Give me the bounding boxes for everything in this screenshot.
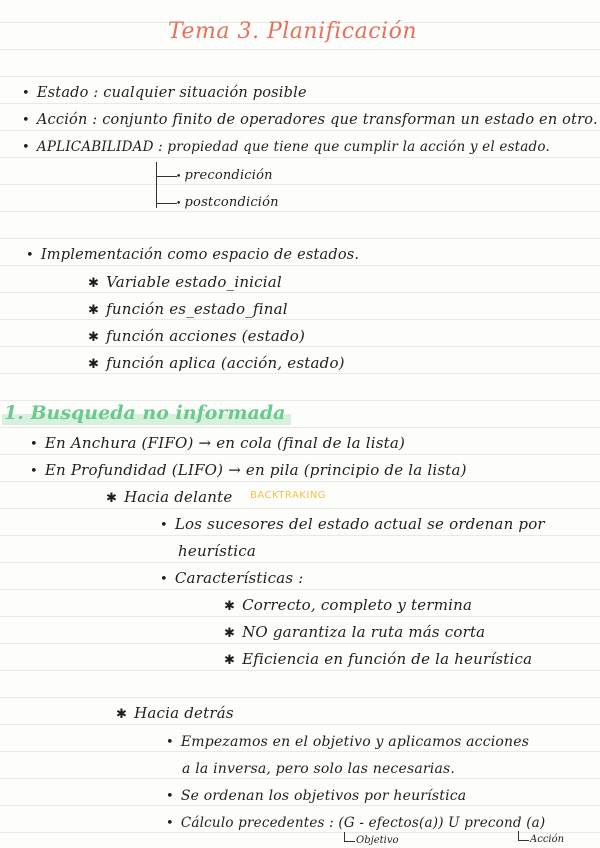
profundidad-text: En Profundidad (LIFO) → en pila (principio de la lista) — [44, 461, 467, 479]
carac-item-text: Eficiencia en función de la heurística — [242, 650, 533, 668]
star-icon: ✱ — [88, 303, 100, 318]
bullet-icon: • — [160, 518, 168, 533]
empezamos-cont: a la inversa, pero solo las necesarias. — [182, 761, 456, 777]
hacia-detras-text: Hacia detrás — [134, 704, 234, 722]
impl-item-text: función aplica (acción, estado) — [106, 354, 345, 372]
sucesores-item — [160, 515, 545, 535]
def-aplicabilidad-text: APLICABILIDAD : propiedad que tiene que cumplir la acción y el estado. — [36, 139, 550, 155]
impl-item — [88, 354, 345, 374]
anchura-item — [30, 434, 405, 454]
objetivo-hook — [344, 832, 355, 842]
star-icon: ✱ — [116, 707, 128, 722]
impl-item — [88, 327, 305, 347]
bullet-icon: • — [160, 572, 168, 587]
carac-item — [224, 596, 472, 616]
calculo-text: Cálculo precedentes : (G - efectos(a)) U precond (a) — [180, 815, 546, 831]
def-estado-text: Estado : cualquier situación posible — [36, 85, 307, 101]
accion-label: Acción — [530, 834, 565, 845]
impl-item — [88, 273, 282, 293]
def-accion — [22, 111, 598, 130]
bullet-icon: • — [22, 86, 30, 101]
star-icon: ✱ — [224, 599, 236, 614]
empezamos-item — [166, 733, 529, 752]
section-heading: 1. Busqueda no informada — [2, 401, 291, 425]
hacia-delante-text: Hacia delante — [124, 488, 233, 506]
bullet-icon: • — [176, 199, 182, 209]
bullet-icon: • — [22, 140, 30, 155]
hacia-delante — [106, 488, 232, 508]
carac-item-text: NO garantiza la ruta más corta — [242, 623, 486, 641]
precondicion-text: precondición — [184, 168, 273, 183]
carac-item — [224, 623, 485, 643]
impl-item-text: función es_estado_final — [106, 300, 288, 318]
star-icon: ✱ — [224, 626, 236, 641]
ordenan-text: Se ordenan los objetivos por heurística — [180, 788, 467, 804]
star-icon: ✱ — [88, 330, 100, 345]
def-accion-text: Acción : conjunto finito de operadores que transforman un estado en otro. — [36, 112, 598, 128]
bullet-icon: • — [26, 248, 34, 263]
postcondicion-text: postcondición — [184, 195, 279, 210]
impl-item — [88, 300, 288, 320]
bullet-icon: • — [166, 816, 174, 831]
def-aplicabilidad — [22, 138, 550, 157]
calculo-item — [166, 814, 545, 833]
page-title: Tema 3. Planificación — [168, 19, 417, 44]
postcondicion-item — [176, 194, 279, 213]
caracteristicas-item — [160, 569, 303, 589]
impl-header — [26, 246, 359, 265]
bullet-icon: • — [30, 464, 38, 479]
accion-hook — [518, 831, 529, 841]
impl-item-text: Variable estado_inicial — [106, 273, 282, 291]
star-icon: ✱ — [224, 653, 236, 668]
backtracking-label: BACKTRAKING — [250, 490, 327, 501]
profundidad-item — [30, 461, 467, 481]
hacia-detras — [116, 704, 234, 724]
ordenan-item — [166, 787, 466, 806]
impl-item-text: función acciones (estado) — [106, 327, 306, 345]
objetivo-label: Objetivo — [356, 835, 399, 846]
carac-item — [224, 650, 532, 670]
carac-item-text: Correcto, completo y termina — [242, 596, 473, 614]
impl-header-text: Implementación como espacio de estados. — [40, 247, 360, 263]
def-estado — [22, 84, 307, 103]
bullet-icon: • — [166, 735, 174, 750]
sucesores-text: Los sucesores del estado actual se ordenan por — [174, 515, 545, 533]
star-icon: ✱ — [88, 357, 100, 372]
bullet-icon: • — [176, 172, 182, 182]
bullet-icon: • — [30, 437, 38, 452]
precondicion-item — [176, 167, 273, 186]
bullet-icon: • — [22, 113, 30, 128]
empezamos-text: Empezamos en el objetivo y aplicamos acciones — [180, 734, 530, 750]
sucesores-cont: heurística — [178, 542, 257, 560]
anchura-text: En Anchura (FIFO) → en cola (final de la lista) — [44, 434, 406, 452]
bullet-icon: • — [166, 789, 174, 804]
caracteristicas-text: Características : — [174, 569, 304, 587]
star-icon: ✱ — [88, 276, 100, 291]
star-icon: ✱ — [106, 491, 118, 506]
